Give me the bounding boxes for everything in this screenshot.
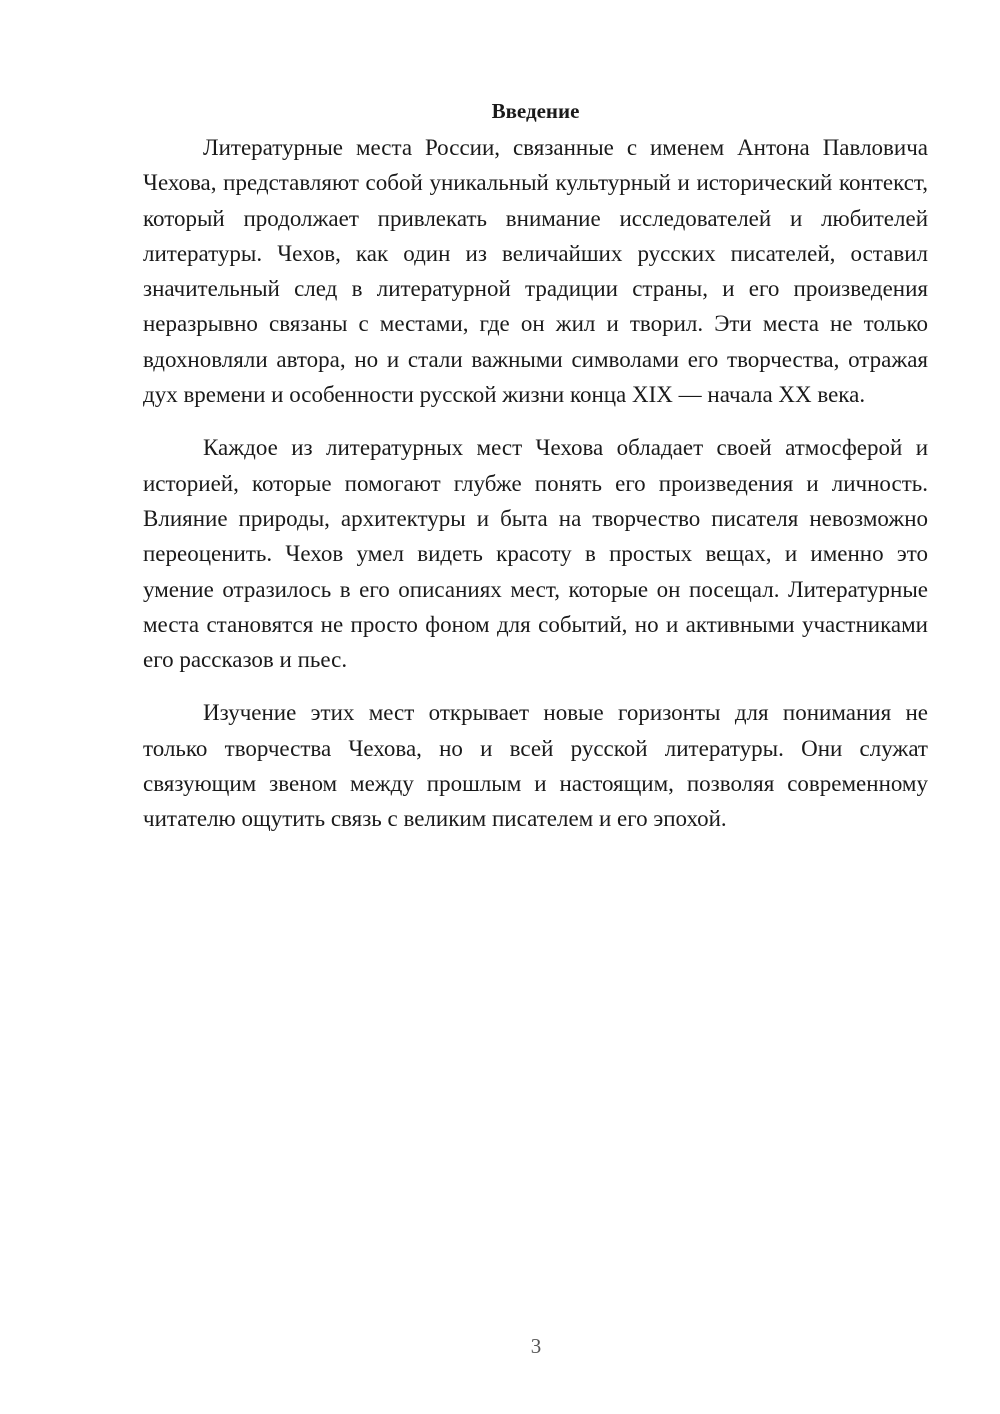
page-content (143, 96, 928, 855)
paragraph-1: Литературные места России, связанные с именем Антона Павловича Чехова, представляют собой уникальный культурный и исторический контекст, который продолжает привлекать внимание исследователей и любителей литературы. Чехов, как один из величайших русских писателей, оставил значительный след в литературной традиции страны, и его произведения неразрывно связаны с местами, где он жил и творил. Эти места не только вдохновляли автора, но и стали важными символами его творчества, отражая дух времени и особенности русской жизни конца XIX — начала XX века. (143, 135, 928, 408)
paragraph-3: Изучение этих мест открывает новые горизонты для понимания не только творчества Чехова, но и всей русской литературы. Они служат связующим звеном между прошлым и настоящим, позволяя современному читателю ощутить связь с великим писателем и его эпохой. (143, 700, 928, 832)
paragraph-2: Каждое из литературных мест Чехова обладает своей атмосферой и историей, которые помогают глубже понять его произведения и личность. Влияние природы, архитектуры и быта на творчество писателя невозможно переоценить. Чехов умел видеть красоту в простых вещах, и именно это умение отразилось в его описаниях мест, которые он посещал. Литературные места становятся не просто фоном для событий, но и активными участниками его рассказов и пьес. (143, 435, 928, 673)
section-heading: Введение (491, 99, 580, 123)
page-number: 3 (530, 1334, 542, 1358)
